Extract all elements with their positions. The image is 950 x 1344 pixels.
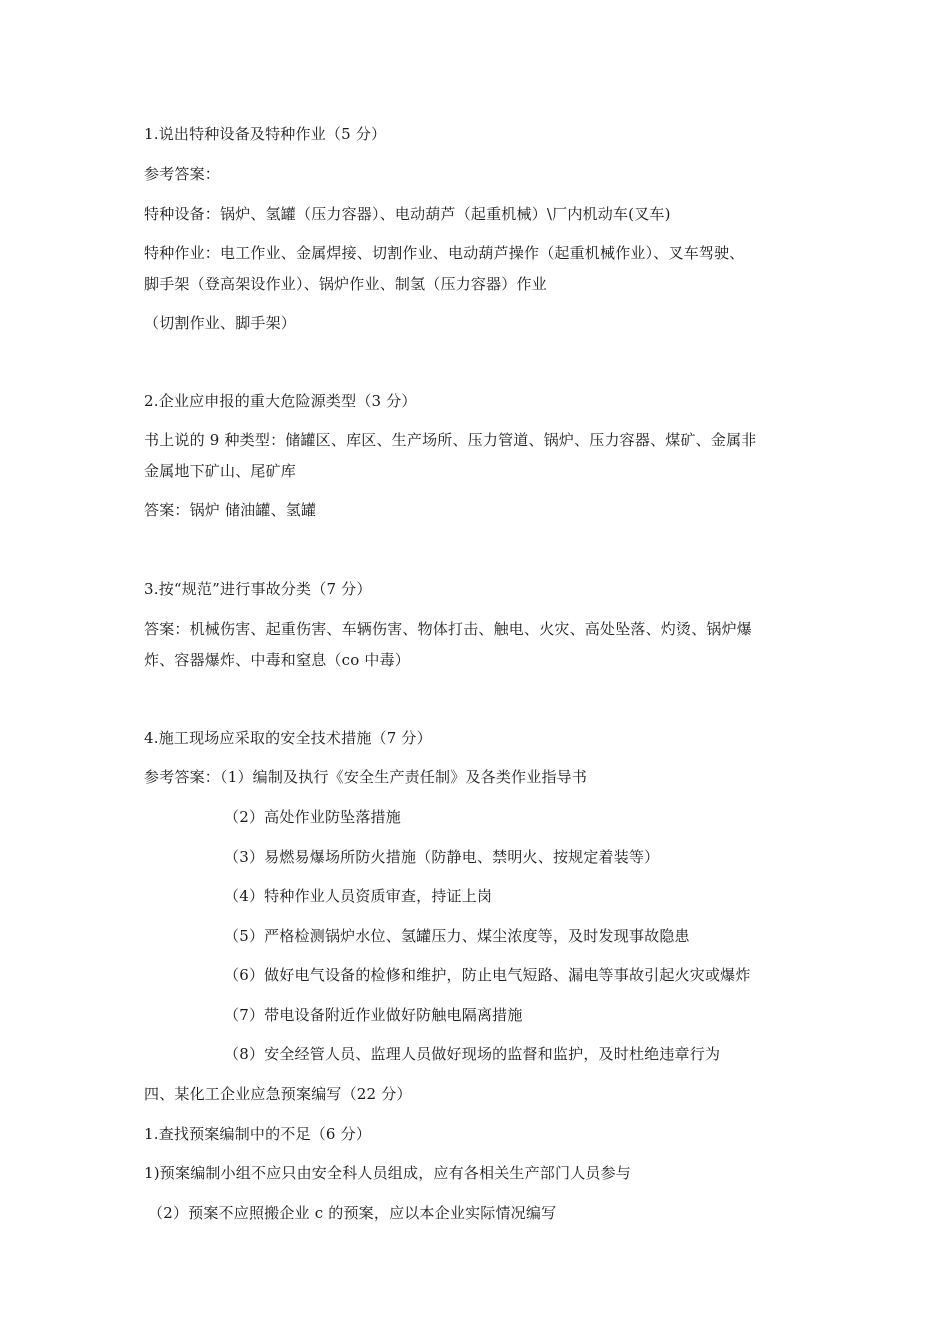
q1-work-answer-line2: 脚手架（登高架设作业）、锅炉作业、制氢（压力容器）作业 [144, 275, 547, 293]
q4-title: 4.施工现场应采取的安全技术措施（7 分） [144, 729, 432, 747]
q3-title: 3.按“规范”进行事故分类（7 分） [144, 580, 372, 598]
q3-answer-line1: 答案：机械伤害、起重伤害、车辆伤害、物体打击、触电、火灾、高处坠落、灼烫、锅炉爆 [144, 620, 753, 638]
q2-answer: 答案：锅炉 储油罐、氢罐 [144, 501, 317, 519]
q1-title: 1.说出特种设备及特种作业（5 分） [144, 125, 387, 143]
q2-book-line2: 金属地下矿山、尾矿库 [144, 462, 297, 480]
q4-measure-item: （4）特种作业人员资质审查，持证上岗 [224, 887, 493, 905]
q1-reference-label: 参考答案： [144, 165, 221, 183]
q2-title: 2.企业应申报的重大危险源类型（3 分） [144, 392, 417, 410]
q1-note: （切割作业、脚手架） [144, 314, 297, 332]
q1-equipment-answer: 特种设备：锅炉、氢罐（压力容器）、电动葫芦（起重机械）\厂内机动车(叉车) [144, 205, 671, 223]
q4-measure-item: （2）高处作业防坠落措施 [224, 808, 401, 826]
q4-answer-first: 参考答案：（1）编制及执行《安全生产责任制》及各类作业指导书 [144, 768, 588, 786]
section4-item1: 1)预案编制小组不应只由安全科人员组成，应有各相关生产部门人员参与 [144, 1164, 631, 1182]
q4-measure-item: （3）易燃易爆场所防火措施（防静电、禁明火、按规定着装等） [224, 848, 660, 866]
q1-work-answer-line1: 特种作业：电工作业、金属焊接、切割作业、电动葫芦操作（起重机械作业）、叉车驾驶、 [144, 244, 745, 262]
q3-answer-line2: 炸、容器爆炸、中毒和窒息（co 中毒） [144, 651, 411, 669]
q4-measure-item: （7）带电设备附近作业做好防触电隔离措施 [224, 1006, 523, 1024]
section4-q1-title: 1.查找预案编制中的不足（6 分） [144, 1125, 372, 1143]
q4-measure-item: （8）安全经管人员、监理人员做好现场的监督和监护，及时杜绝违章行为 [224, 1045, 721, 1063]
section4-title: 四、某化工企业应急预案编写（22 分） [144, 1085, 412, 1103]
section4-item2: （2）预案不应照搬企业 c 的预案，应以本企业实际情况编写 [148, 1204, 557, 1222]
q4-measure-item: （6）做好电气设备的检修和维护，防止电气短路、漏电等事故引起火灾或爆炸 [224, 966, 751, 984]
q2-book-line1: 书上说的 9 种类型：储罐区、库区、生产场所、压力管道、锅炉、压力容器、煤矿、金属非 [144, 431, 757, 449]
q4-measure-item: （5）严格检测锅炉水位、氢罐压力、煤尘浓度等，及时发现事故隐患 [224, 927, 690, 945]
